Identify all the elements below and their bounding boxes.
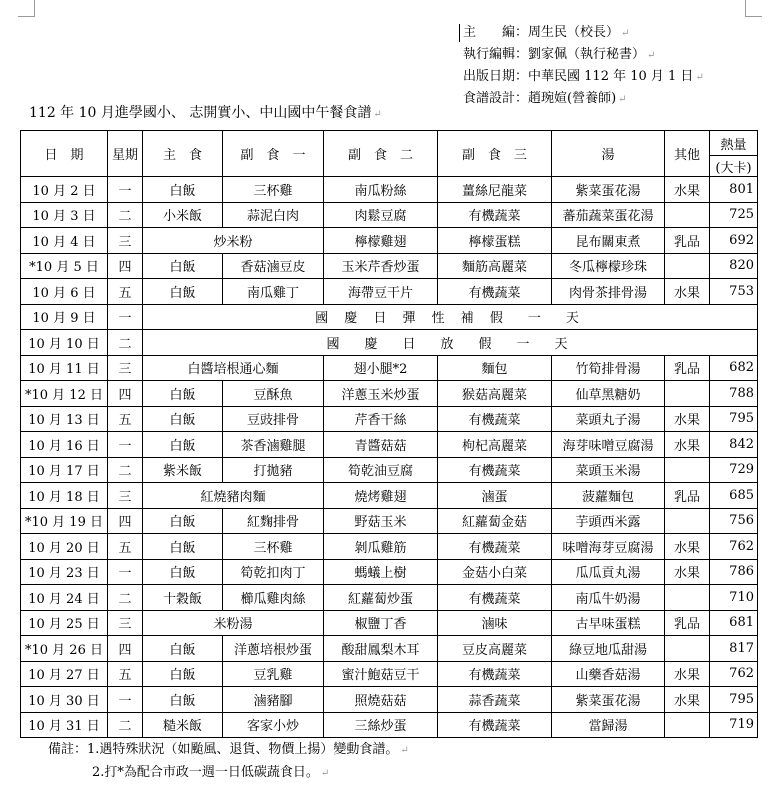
cell-soup: 昆布關東煮	[552, 228, 665, 254]
cell-staple: 小米飯	[143, 202, 223, 228]
cell-calories: 795	[710, 406, 758, 432]
cell-weekday: 二	[108, 457, 143, 483]
cell-soup: 芋頭西米露	[552, 508, 665, 534]
cell-side1: 三杯雞	[223, 534, 324, 560]
cell-calories: 801	[710, 177, 758, 203]
table-header-row	[21, 131, 758, 156]
cell-weekday: 三	[108, 355, 143, 381]
cell-weekday: 五	[108, 534, 143, 560]
exec-editor-value: 劉家佩（執行秘書）	[528, 47, 646, 62]
cell-other	[665, 381, 710, 407]
cell-soup: 味噌海芽豆腐湯	[552, 534, 665, 560]
cell-side3: 有機蔬菜	[438, 712, 552, 738]
cell-other: 水果	[665, 661, 710, 687]
menu-title-text: 112 年 10 月進學國小、 志開實小、中山國中午餐食譜	[29, 105, 372, 121]
table-row	[21, 177, 758, 203]
cell-date: *10 月 12 日	[21, 381, 108, 407]
cell-soup: 當歸湯	[552, 712, 665, 738]
cell-calories: 795	[710, 687, 758, 713]
table-row	[21, 610, 758, 636]
table-row	[21, 457, 758, 483]
cell-side3: 有機蔬菜	[438, 585, 552, 611]
cell-staple-merged: 紅燒豬肉麵	[143, 483, 324, 509]
cell-other: 水果	[665, 559, 710, 585]
cell-calories: 788	[710, 381, 758, 407]
cell-calories: 842	[710, 432, 758, 458]
cell-soup: 山藥香菇湯	[552, 661, 665, 687]
table-row	[21, 202, 758, 228]
cell-side2: 海帶豆干片	[324, 279, 438, 305]
cell-side3: 有機蔬菜	[438, 202, 552, 228]
cell-other	[665, 202, 710, 228]
chief-editor-row	[463, 22, 704, 44]
column-header-side3: 副 食 三	[438, 131, 552, 177]
cell-side2: 剝瓜雞筋	[324, 534, 438, 560]
cell-weekday: 一	[108, 432, 143, 458]
cell-date: 10 月 11 日	[21, 355, 108, 381]
table-row	[21, 559, 758, 585]
cell-other: 水果	[665, 406, 710, 432]
table-row	[21, 406, 758, 432]
table-row	[21, 279, 758, 305]
cell-side2: 肉鬆豆腐	[324, 202, 438, 228]
cell-side1: 筍乾扣肉丁	[223, 559, 324, 585]
cell-date: *10 月 26 日	[21, 636, 108, 662]
cell-side2: 螞蟻上樹	[324, 559, 438, 585]
cell-side3: 紅蘿蔔金菇	[438, 508, 552, 534]
cell-side3: 有機蔬菜	[438, 406, 552, 432]
table-row	[21, 381, 758, 407]
cell-date: 10 月 31 日	[21, 712, 108, 738]
column-header-weekday: 星期	[108, 131, 143, 177]
cell-calories: 762	[710, 534, 758, 560]
cell-side1: 蒜泥白肉	[223, 202, 324, 228]
cell-side1: 香菇滷豆皮	[223, 253, 324, 279]
cell-staple: 白飯	[143, 559, 223, 585]
cell-other: 水果	[665, 279, 710, 305]
cell-side3: 滷味	[438, 610, 552, 636]
cell-soup: 紫菜蛋花湯	[552, 687, 665, 713]
cell-soup: 古早味蛋糕	[552, 610, 665, 636]
cell-side1: 打拋豬	[223, 457, 324, 483]
cell-side1: 三杯雞	[223, 177, 324, 203]
cell-weekday: 一	[108, 687, 143, 713]
cell-calories: 725	[710, 202, 758, 228]
table-row	[21, 585, 758, 611]
cell-staple: 白飯	[143, 432, 223, 458]
column-header-calories-unit: (大卡)	[710, 156, 758, 177]
paragraph-mark-icon: ↵	[320, 768, 330, 779]
cell-soup: 紫菜蛋花湯	[552, 177, 665, 203]
cell-side3: 金菇小白菜	[438, 559, 552, 585]
exec-editor-label: 執行編輯：	[463, 47, 529, 62]
cell-side1: 茶香滷雞腿	[223, 432, 324, 458]
cell-side3: 有機蔬菜	[438, 279, 552, 305]
table-row	[21, 253, 758, 279]
cell-calories: 685	[710, 483, 758, 509]
cell-date: 10 月 20 日	[21, 534, 108, 560]
notes	[48, 739, 409, 785]
cell-holiday: 國 慶 日 放 假 一 天	[143, 330, 758, 356]
cell-weekday: 三	[108, 228, 143, 254]
column-header-date: 日 期	[21, 131, 108, 177]
column-header-side1: 副 食 一	[223, 131, 324, 177]
cell-side2: 玉米芹香炒蛋	[324, 253, 438, 279]
publication-info	[463, 22, 704, 110]
cell-side1: 紅麴排骨	[223, 508, 324, 534]
cell-side1: 客家小炒	[223, 712, 324, 738]
note-2-text: 2.打*為配合市政一週一日低碳蔬食日。	[92, 765, 319, 780]
cell-calories: 820	[710, 253, 758, 279]
cell-side3: 蒜香蔬菜	[438, 687, 552, 713]
cell-side2: 檸檬雞翅	[324, 228, 438, 254]
cell-other: 乳品	[665, 355, 710, 381]
cell-side1: 洋蔥培根炒蛋	[223, 636, 324, 662]
cell-side3: 有機蔬菜	[438, 457, 552, 483]
cell-side2: 筍乾油豆腐	[324, 457, 438, 483]
table-row	[21, 508, 758, 534]
cell-side3: 有機蔬菜	[438, 661, 552, 687]
cell-date: 10 月 23 日	[21, 559, 108, 585]
cell-weekday: 四	[108, 636, 143, 662]
table-row	[21, 483, 758, 509]
paragraph-mark-icon: ↵	[373, 109, 382, 120]
cell-side3: 滷蛋	[438, 483, 552, 509]
publish-date-value: 中華民國 112 年 10 月 1 日	[528, 69, 694, 84]
cell-date: *10 月 19 日	[21, 508, 108, 534]
cell-soup: 菠蘿麵包	[552, 483, 665, 509]
table-row	[21, 304, 758, 330]
cell-date: 10 月 6 日	[21, 279, 108, 305]
cell-staple: 白飯	[143, 406, 223, 432]
cell-calories: 753	[710, 279, 758, 305]
cell-date: *10 月 5 日	[21, 253, 108, 279]
cell-side2: 野菇玉米	[324, 508, 438, 534]
cell-other: 乳品	[665, 483, 710, 509]
cell-side2: 照燒菇菇	[324, 687, 438, 713]
cell-weekday: 一	[108, 177, 143, 203]
table-row	[21, 712, 758, 738]
cell-staple: 白飯	[143, 534, 223, 560]
cell-side2: 椒鹽丁香	[324, 610, 438, 636]
chief-editor-label: 主 編：	[463, 25, 529, 40]
column-header-calories: 熱量	[710, 131, 758, 156]
cell-staple: 白飯	[143, 636, 223, 662]
cell-weekday: 五	[108, 406, 143, 432]
cell-soup: 南瓜牛奶湯	[552, 585, 665, 611]
cell-staple: 紫米飯	[143, 457, 223, 483]
cell-date: 10 月 3 日	[21, 202, 108, 228]
menu-design-row	[463, 88, 704, 110]
cell-side3: 麵筋高麗菜	[438, 253, 552, 279]
cell-other: 水果	[665, 432, 710, 458]
cell-side3: 有機蔬菜	[438, 534, 552, 560]
cell-other: 水果	[665, 534, 710, 560]
cell-calories: 756	[710, 508, 758, 534]
column-header-other: 其他	[665, 131, 710, 177]
table-row	[21, 228, 758, 254]
cell-date: 10 月 16 日	[21, 432, 108, 458]
notes-label: 備註：	[48, 742, 88, 757]
cell-staple-merged: 白醬培根通心麵	[143, 355, 324, 381]
cell-staple: 糙米飯	[143, 712, 223, 738]
cell-other	[665, 585, 710, 611]
cell-side2: 青醬菇菇	[324, 432, 438, 458]
menu-design-value: 趙琬媗(營養師)	[528, 91, 617, 106]
publish-date-label: 出版日期：	[463, 69, 529, 84]
table-row	[21, 432, 758, 458]
cell-soup: 瓜瓜貢丸湯	[552, 559, 665, 585]
cell-calories: 681	[710, 610, 758, 636]
lunch-menu-table	[20, 130, 758, 738]
cell-weekday: 五	[108, 279, 143, 305]
cell-side1: 豆豉排骨	[223, 406, 324, 432]
cell-calories: 682	[710, 355, 758, 381]
table-row	[21, 534, 758, 560]
cell-weekday: 四	[108, 381, 143, 407]
cell-soup: 菜頭玉米湯	[552, 457, 665, 483]
exec-editor-row	[463, 44, 704, 66]
cell-soup: 冬瓜檸檬珍珠	[552, 253, 665, 279]
table-row	[21, 355, 758, 381]
cell-soup: 肉骨茶排骨湯	[552, 279, 665, 305]
cell-side3: 豆皮高麗菜	[438, 636, 552, 662]
cell-date: 10 月 4 日	[21, 228, 108, 254]
table-row	[21, 661, 758, 687]
paragraph-mark-icon: ↵	[647, 50, 656, 61]
menu-body	[21, 177, 758, 738]
paragraph-mark-icon: ↵	[618, 94, 627, 105]
cell-side3: 枸杞高麗菜	[438, 432, 552, 458]
cell-calories: 786	[710, 559, 758, 585]
table-row	[21, 330, 758, 356]
paragraph-mark-icon: ↵	[621, 28, 630, 39]
cell-side1: 豆乳雞	[223, 661, 324, 687]
note-1-text: 1.遇特殊狀況（如颱風、退貨、物價上揚）變動食譜。	[87, 742, 399, 757]
cell-weekday: 二	[108, 712, 143, 738]
cell-side1: 滷豬腳	[223, 687, 324, 713]
cell-soup: 綠豆地瓜甜湯	[552, 636, 665, 662]
chief-editor-value: 周生民（校長）	[528, 25, 620, 40]
cell-staple-merged: 米粉湯	[143, 610, 324, 636]
cell-staple: 白飯	[143, 279, 223, 305]
cell-calories: 692	[710, 228, 758, 254]
cell-date: 10 月 10 日	[21, 330, 108, 356]
cell-other: 乳品	[665, 228, 710, 254]
cell-holiday: 國 慶 日 彈 性 補 假 一 天	[143, 304, 758, 330]
cell-side3: 麵包	[438, 355, 552, 381]
cell-side3: 檸檬蛋糕	[438, 228, 552, 254]
cell-staple: 白飯	[143, 381, 223, 407]
cell-other	[665, 253, 710, 279]
cell-staple-merged: 炒米粉	[143, 228, 324, 254]
cell-side2: 洋蔥玉米炒蛋	[324, 381, 438, 407]
cell-soup: 菜頭丸子湯	[552, 406, 665, 432]
cell-calories: 817	[710, 636, 758, 662]
cell-staple: 白飯	[143, 508, 223, 534]
cell-other	[665, 508, 710, 534]
cell-side1: 南瓜雞丁	[223, 279, 324, 305]
note-1	[48, 739, 409, 762]
cell-side2: 燒烤雞翅	[324, 483, 438, 509]
cell-side3: 薑絲尼龍菜	[438, 177, 552, 203]
cell-date: 10 月 25 日	[21, 610, 108, 636]
cell-date: 10 月 13 日	[21, 406, 108, 432]
column-header-staple: 主 食	[143, 131, 223, 177]
cell-side2: 酸甜鳳梨木耳	[324, 636, 438, 662]
paragraph-mark-icon: ↵	[400, 745, 409, 756]
cell-other	[665, 457, 710, 483]
cell-date: 10 月 27 日	[21, 661, 108, 687]
cell-weekday: 五	[108, 661, 143, 687]
cell-date: 10 月 24 日	[21, 585, 108, 611]
cell-soup: 海芽味噌豆腐湯	[552, 432, 665, 458]
cell-weekday: 四	[108, 508, 143, 534]
cell-side1: 櫛瓜雞肉絲	[223, 585, 324, 611]
cell-soup: 竹筍排骨湯	[552, 355, 665, 381]
cell-soup: 仙草黑糖奶	[552, 381, 665, 407]
table-row	[21, 636, 758, 662]
cell-calories: 729	[710, 457, 758, 483]
cell-side2: 三絲炒蛋	[324, 712, 438, 738]
cell-weekday: 一	[108, 304, 143, 330]
cell-side2: 南瓜粉絲	[324, 177, 438, 203]
cell-staple: 白飯	[143, 253, 223, 279]
cell-side3: 猴菇高麗菜	[438, 381, 552, 407]
cell-date: 10 月 9 日	[21, 304, 108, 330]
cell-date: 10 月 18 日	[21, 483, 108, 509]
cell-weekday: 一	[108, 559, 143, 585]
cell-weekday: 二	[108, 330, 143, 356]
cell-date: 10 月 2 日	[21, 177, 108, 203]
cell-other	[665, 636, 710, 662]
menu-design-label: 食譜設計：	[463, 91, 529, 106]
cell-soup: 蕃茄蔬菜蛋花湯	[552, 202, 665, 228]
page-corner-mark-right	[745, 0, 762, 17]
cell-weekday: 三	[108, 610, 143, 636]
cell-date: 10 月 17 日	[21, 457, 108, 483]
cell-side2: 紅蘿蔔炒蛋	[324, 585, 438, 611]
cell-date: 10 月 30 日	[21, 687, 108, 713]
cell-weekday: 二	[108, 202, 143, 228]
page-corner-mark-left	[18, 0, 35, 17]
table-row	[21, 687, 758, 713]
cell-side2: 芹香干絲	[324, 406, 438, 432]
cell-calories: 710	[710, 585, 758, 611]
cell-other	[665, 712, 710, 738]
cell-side1: 豆酥魚	[223, 381, 324, 407]
text-cursor	[459, 24, 460, 42]
cell-other: 乳品	[665, 610, 710, 636]
cell-other: 水果	[665, 177, 710, 203]
paragraph-mark-icon: ↵	[695, 72, 704, 83]
cell-other: 水果	[665, 687, 710, 713]
publish-date-row	[463, 66, 704, 88]
cell-side2: 蜜汁鮑菇豆干	[324, 661, 438, 687]
cell-weekday: 二	[108, 585, 143, 611]
cell-weekday: 三	[108, 483, 143, 509]
cell-weekday: 四	[108, 253, 143, 279]
cell-calories: 719	[710, 712, 758, 738]
cell-staple: 白飯	[143, 661, 223, 687]
cell-staple: 白飯	[143, 177, 223, 203]
cell-side2: 翅小腿*2	[324, 355, 438, 381]
column-header-side2: 副 食 二	[324, 131, 438, 177]
column-header-soup: 湯	[552, 131, 665, 177]
cell-staple: 白飯	[143, 687, 223, 713]
menu-title	[29, 102, 382, 122]
cell-calories: 762	[710, 661, 758, 687]
cell-staple: 十穀飯	[143, 585, 223, 611]
